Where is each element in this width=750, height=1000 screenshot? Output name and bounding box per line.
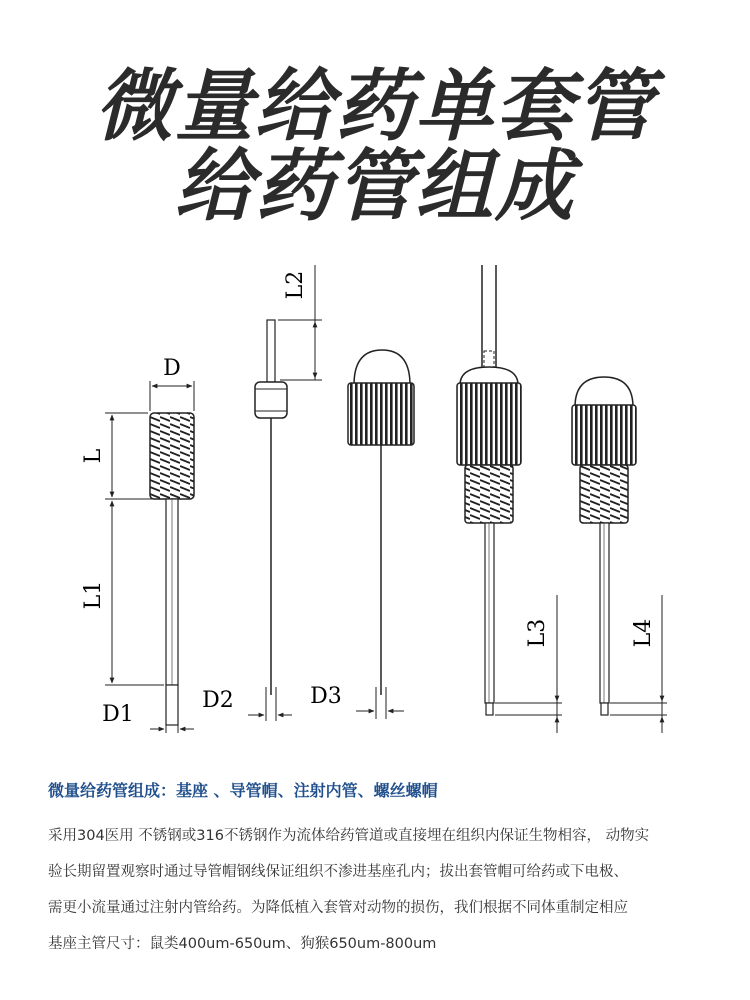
label-L4: L4 (631, 618, 656, 648)
description-line: 基座主管尺寸：鼠类400um-650um、狗猴650um-800um (48, 936, 437, 952)
label-L2: L2 (283, 270, 308, 300)
guide-cap-component (202, 265, 322, 721)
label-L3: L3 (525, 618, 550, 648)
label-L: L (81, 448, 106, 464)
label-D: D (163, 356, 181, 381)
assembled-cannula-with-lead (457, 265, 562, 733)
label-D1: D1 (102, 702, 134, 727)
description-paragraph (48, 818, 718, 962)
title-line-2: 给药管组成 (174, 142, 575, 232)
base-component (81, 356, 194, 733)
title-line-1: 微量给药单套管 (94, 62, 655, 152)
label-D2: D2 (202, 688, 234, 713)
injector-component (310, 350, 414, 719)
label-L1: L1 (81, 580, 106, 610)
assembled-cannula-with-cap (572, 377, 667, 733)
composition-heading: 微量给药管组成：基座 、导管帽、注射内管、螺丝螺帽 (48, 781, 438, 800)
description-line: 验长期留置观察时通过导管帽钢线保证组织不渗进基座孔内；拔出套管帽可给药或下电极、 (48, 864, 628, 880)
description-line: 采用304医用 不锈钢或316不锈钢作为流体给药管道或直接埋在组织内保证生物相容， 动物实 (48, 828, 650, 844)
description-line: 需更小流量通过注射内管给药。为降低植入套管对动物的损伤，我们根据不同体重制定相应 (48, 900, 628, 916)
cannula-diagram (0, 255, 750, 755)
label-D3: D3 (310, 684, 342, 709)
